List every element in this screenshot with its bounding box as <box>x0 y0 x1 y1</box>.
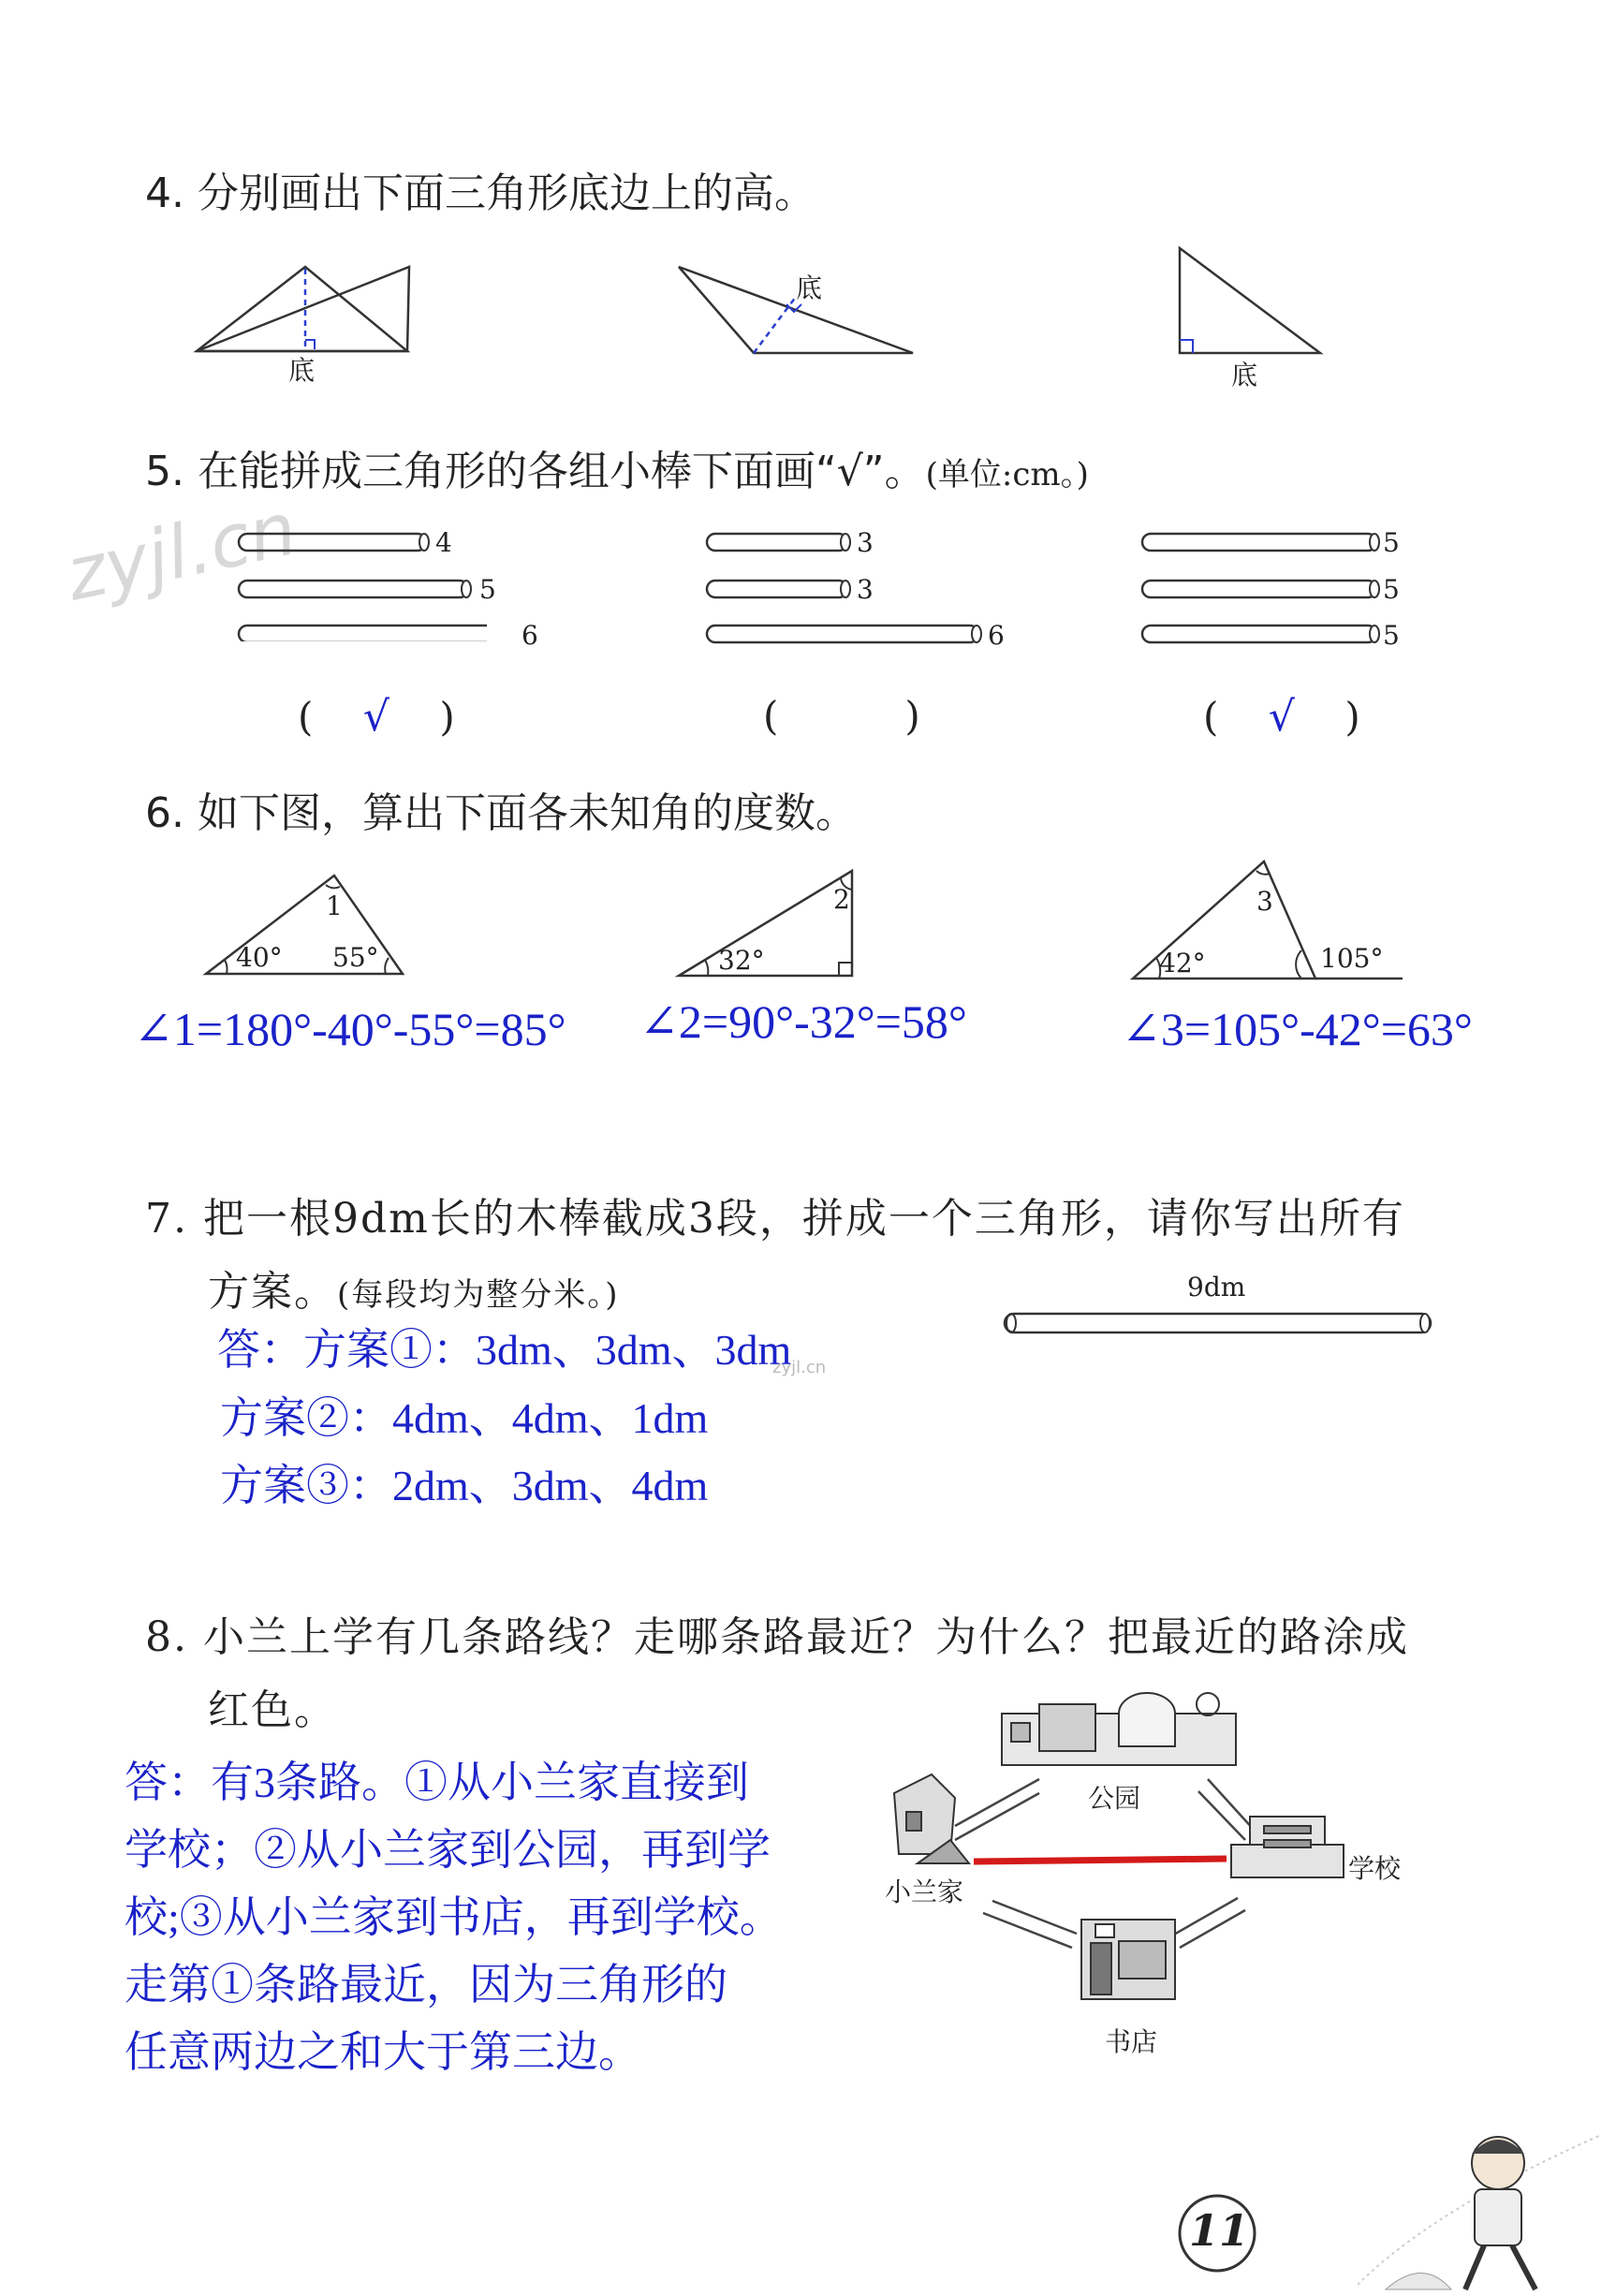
q6-answer-1: ∠1=180°-40°-55°=85° <box>134 1003 566 1055</box>
q5-g2-stick-1-label: 3 <box>857 527 874 558</box>
q8-answer-line-2: 学校；②从小兰家到公园，再到学 <box>125 1826 771 1874</box>
q5-g1-stick-1-label: 4 <box>435 527 452 558</box>
q4-height-2 <box>754 297 796 353</box>
park-label: 公园 <box>1088 1783 1141 1814</box>
question-7-note: (每段均为整分米。) <box>337 1276 620 1314</box>
q6-t3-angle-105: 105° <box>1320 943 1384 974</box>
q7-answer-1: 答：方案①：3dm、3dm、3dm <box>217 1326 792 1374</box>
q5-check-3: √ <box>1268 693 1295 741</box>
home-label: 小兰家 <box>885 1877 964 1907</box>
question-7-text-line2 <box>208 1258 620 1317</box>
q4-base-label-2: 底 <box>796 272 823 303</box>
q5-stick-group-2 <box>702 529 992 651</box>
park-building <box>1002 1693 1236 1765</box>
q5-g2-stick-3-label: 6 <box>988 620 1005 651</box>
q6-answer-2: ∠2=90°-32°=58° <box>639 995 967 1048</box>
school-label: 学校 <box>1348 1853 1402 1884</box>
q5-g1-stick-2-label: 5 <box>479 574 496 605</box>
q7-answer-3: 方案③：2dm、3dm、4dm <box>220 1462 709 1509</box>
q4-triangle-1 <box>197 267 409 351</box>
q4-triangles <box>178 239 1348 407</box>
q7-stick-label: 9dm <box>1187 1272 1246 1303</box>
question-8-text-line1: 8. 小兰上学有几条路线？走哪条路最近？为什么？把最近的路涂成 <box>145 1613 1409 1661</box>
question-8-text-line2: 红色。 <box>208 1686 337 1734</box>
q6-t2-angle-2: 2 <box>833 884 850 915</box>
q6-t1-angle-1: 1 <box>326 890 343 921</box>
q6-t3-angle-3: 3 <box>1256 886 1273 917</box>
q8-answer-line-1: 答：有3条路。①从小兰家直接到 <box>125 1759 749 1806</box>
q6-t1-angle-55: 55° <box>332 942 379 973</box>
watermark: zyjl.cn <box>59 487 304 618</box>
q6-triangles <box>187 847 1451 997</box>
q4-base-label-1: 底 <box>288 355 316 386</box>
q5-answer-3: ( √ ) <box>1203 693 1360 741</box>
q5-g1-stick-3-label: 6 <box>522 620 538 651</box>
q7-answer-2: 方案②：4dm、4dm、1dm <box>220 1394 709 1442</box>
question-6-text: 6. 如下图，算出下面各未知角的度数。 <box>145 789 857 837</box>
q4-triangle-3 <box>1180 248 1320 353</box>
bookstore-label: 书店 <box>1105 2026 1158 2057</box>
question-7-main: 方案。 <box>208 1268 337 1316</box>
q6-t2-angle-32: 32° <box>718 945 765 976</box>
home-building <box>894 1774 969 1863</box>
question-4-text: 4. 分别画出下面三角形底边上的高。 <box>145 169 815 217</box>
bookstore-building <box>1081 1920 1175 1999</box>
q5-stick-group-3 <box>1138 529 1390 651</box>
q6-t3-angle-42: 42° <box>1159 948 1206 979</box>
q5-answer-2: ( ) <box>763 693 920 739</box>
school-building <box>1231 1817 1344 1877</box>
q5-answer-1: ( √ ) <box>298 693 455 741</box>
question-7-text-line1: 7. 把一根9dm长的木棒截成3段，拼成一个三角形，请你写出所有 <box>145 1195 1405 1243</box>
question-5-note: (单位:cm。) <box>925 456 1089 493</box>
shortest-route-line <box>974 1859 1227 1862</box>
q8-answer-line-3: 校;③从小兰家到书店，再到学校。 <box>125 1893 783 1941</box>
question-5-text <box>145 437 1089 497</box>
q7-stick <box>1000 1306 1440 1344</box>
q5-g3-stick-2-label: 5 <box>1383 574 1400 605</box>
q8-answer-line-4: 走第①条路最近，因为三角形的 <box>125 1961 727 2009</box>
q6-t1-angle-40: 40° <box>236 942 283 973</box>
watermark-small: zyjl.cn <box>772 1358 827 1377</box>
q4-base-label-3: 底 <box>1231 360 1258 390</box>
q6-answer-3: ∠3=105°-42°=63° <box>1122 1003 1473 1055</box>
q5-g2-stick-2-label: 3 <box>857 574 874 605</box>
q8-map <box>880 1690 1461 2083</box>
question-5-main: 5. 在能拼成三角形的各组小棒下面画“√”。 <box>145 448 926 495</box>
page-number: 11 <box>1189 2205 1250 2256</box>
q5-check-1: √ <box>362 693 389 741</box>
q5-g3-stick-3-label: 5 <box>1383 620 1400 651</box>
boy-illustration <box>1358 2097 1610 2296</box>
q5-g3-stick-1-label: 5 <box>1383 527 1400 558</box>
q8-answer-line-5: 任意两边之和大于第三边。 <box>125 2028 641 2076</box>
